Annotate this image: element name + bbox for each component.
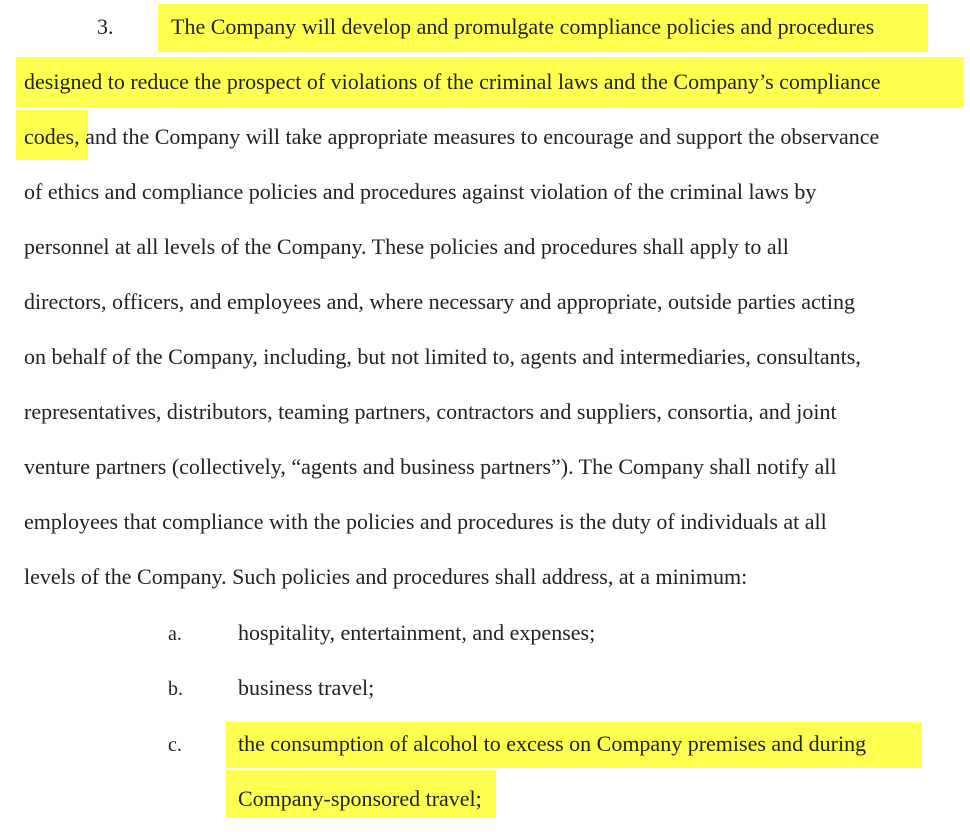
paragraph-line-5 — [24, 233, 789, 261]
paragraph-line-3 — [24, 123, 879, 151]
list-item-letter-a: a. — [168, 623, 182, 645]
highlighted-text: The Company will develop and promulgate compliance policies and procedures — [171, 14, 875, 39]
line-text: venture partners (collectively, “agents and business partners”). The Company shall notify all — [24, 454, 837, 479]
list-item-letter-c: c. — [168, 734, 182, 756]
paragraph-line-8 — [24, 398, 837, 426]
paragraph-line-9 — [24, 453, 837, 481]
list-item-text-b: business travel; — [238, 675, 375, 700]
paragraph-number: 3. — [97, 14, 114, 39]
paragraph-line-11 — [24, 563, 747, 591]
line-text: levels of the Company. Such policies and procedures shall address, at a minimum: — [24, 564, 748, 589]
list-item-text-c: the consumption of alcohol to excess on Company premises and during — [238, 731, 867, 756]
paragraph-line-7 — [24, 343, 861, 371]
paragraph-line-1 — [171, 13, 874, 41]
paragraph-line-6 — [24, 288, 855, 316]
highlighted-text: codes, — [24, 124, 80, 149]
line-text: and the Company will take appropriate measures to encourage and support the observance — [79, 124, 880, 149]
list-item-text-a: hospitality, entertainment, and expenses; — [238, 620, 596, 645]
paragraph-line-4 — [24, 178, 816, 206]
highlighted-text: designed to reduce the prospect of violations of the criminal laws and the Company’s compliance — [24, 69, 881, 94]
line-text: directors, officers, and employees and, where necessary and appropriate, outside parties acting — [24, 289, 855, 314]
list-item-letter-b: b. — [168, 678, 183, 700]
line-text: representatives, distributors, teaming partners, contractors and suppliers, consortia, and joint — [24, 399, 837, 424]
line-text: personnel at all levels of the Company. These policies and procedures shall apply to all — [24, 234, 789, 259]
line-text: of ethics and compliance policies and procedures against violation of the criminal laws by — [24, 179, 817, 204]
line-text: on behalf of the Company, including, but not limited to, agents and intermediaries, consultants, — [24, 344, 861, 369]
list-item-text-c-continuation: Company-sponsored travel; — [238, 786, 482, 811]
paragraph-line-10 — [24, 508, 827, 536]
paragraph-line-2 — [24, 68, 881, 96]
line-text: employees that compliance with the policies and procedures is the duty of individuals at all — [24, 509, 827, 534]
